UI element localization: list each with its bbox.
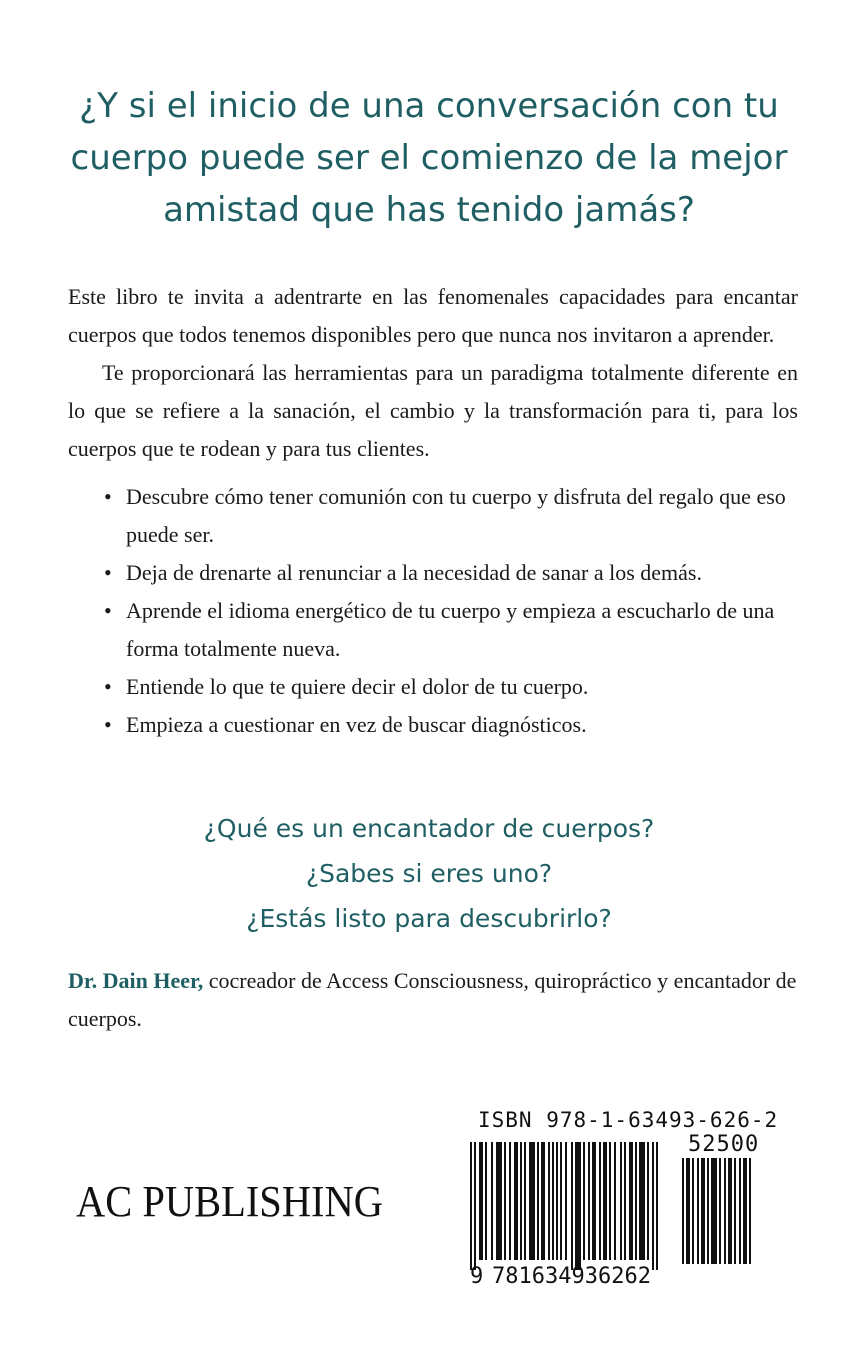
barcode-bar — [571, 1142, 573, 1270]
barcode-bar — [514, 1142, 518, 1260]
barcode-digits — [470, 1264, 651, 1289]
barcode-bar — [724, 1158, 726, 1264]
bullet-icon: • — [104, 560, 112, 585]
question-3: ¿Estás listo para descubrirlo? — [246, 904, 612, 933]
barcode-bar — [485, 1142, 487, 1260]
bullet-icon: • — [104, 598, 112, 623]
barcode-bar — [749, 1158, 751, 1264]
barcode-bar — [620, 1142, 622, 1260]
barcode-bar — [491, 1142, 493, 1260]
bullet-icon: • — [104, 484, 112, 509]
list-item — [68, 592, 798, 668]
barcode-bar — [686, 1158, 690, 1264]
barcode-bar — [588, 1142, 590, 1260]
barcode-bar — [629, 1142, 633, 1260]
publisher-logo: AC PUBLISHING — [76, 1177, 384, 1226]
question-2: ¿Sabes si eres uno? — [305, 859, 553, 888]
headline-line-1: ¿Y si el inicio de una conversación con tu — [79, 86, 779, 126]
author-description: cocreador de Access Consciousness, quiropráctico y encantador de cuerpos. — [68, 968, 797, 1031]
barcode-bar — [639, 1142, 645, 1260]
barcode-bar — [728, 1158, 732, 1264]
barcode-bar — [548, 1142, 550, 1260]
barcode-bar — [592, 1142, 596, 1260]
barcode-bar — [520, 1142, 522, 1260]
list-item — [68, 554, 798, 592]
barcode-bar — [614, 1142, 616, 1260]
barcode-bar — [652, 1142, 654, 1270]
barcode-bar — [697, 1158, 699, 1264]
barcode-bar — [575, 1142, 581, 1270]
barcode-addon-number: 52500 — [688, 1132, 760, 1157]
barcode-bar — [560, 1142, 562, 1260]
barcode-bar — [474, 1142, 476, 1270]
author-bio — [68, 962, 798, 1038]
barcode-bar — [529, 1142, 535, 1260]
barcode-bar — [739, 1158, 741, 1264]
bullet-icon: • — [104, 712, 112, 737]
barcode-bar — [743, 1158, 747, 1264]
barcode-bar — [609, 1142, 611, 1260]
barcode-bar — [707, 1158, 709, 1264]
barcode-addon-bars — [682, 1158, 784, 1264]
barcode-lead-digit: 9 — [470, 1264, 484, 1289]
description-paragraph-1: Este libro te invita a adentrarte en las fenomenales capacidades para encantar cuerpos que todos tenemos disponibles pero que nunca nos invitaron a aprender. — [68, 284, 798, 347]
list-item — [68, 478, 798, 554]
headline — [30, 80, 828, 236]
barcode-bar — [552, 1142, 554, 1260]
barcode-bar — [565, 1142, 567, 1260]
barcode-bar — [541, 1142, 545, 1260]
benefit-text: Deja de drenarte al renunciar a la necesidad de sanar a los demás. — [126, 560, 702, 585]
closing-questions — [30, 806, 828, 941]
barcode-bar — [701, 1158, 705, 1264]
headline-line-3: amistad que has tenido jamás? — [163, 190, 695, 230]
barcode-bar — [479, 1142, 483, 1260]
barcode-bar — [470, 1142, 472, 1270]
barcode-bar — [692, 1158, 694, 1264]
barcode-bar — [624, 1142, 626, 1260]
benefit-text: Aprende el idioma energético de tu cuerpo y empieza a escucharlo de una forma totalmente nueva. — [126, 598, 775, 661]
barcode-bar — [504, 1142, 506, 1260]
author-name: Dr. Dain Heer, — [68, 968, 204, 993]
barcode-bar — [537, 1142, 539, 1260]
isbn-label: ISBN 978-1-63493-626-2 — [478, 1108, 779, 1132]
book-description — [68, 278, 798, 744]
barcode-bar — [719, 1158, 721, 1264]
barcode-bar — [647, 1142, 649, 1260]
barcode-bar — [635, 1142, 637, 1260]
barcode-bar — [556, 1142, 558, 1260]
benefit-text: Empieza a cuestionar en vez de buscar diagnósticos. — [126, 712, 587, 737]
barcode-bar — [496, 1142, 502, 1260]
benefits-list — [68, 478, 798, 744]
barcode-main-bars — [470, 1142, 670, 1270]
question-1: ¿Qué es un encantador de cuerpos? — [203, 814, 655, 843]
barcode-bar — [583, 1142, 585, 1260]
bullet-icon: • — [104, 674, 112, 699]
barcode-bar — [734, 1158, 736, 1264]
list-item — [68, 706, 798, 744]
barcode-bar — [656, 1142, 658, 1270]
barcode-bar — [524, 1142, 526, 1260]
list-item — [68, 668, 798, 706]
barcode-bar — [682, 1158, 684, 1264]
barcode-bar — [599, 1142, 601, 1260]
benefit-text: Descubre cómo tener comunión con tu cuerpo y disfruta del regalo que eso puede ser. — [126, 484, 786, 547]
isbn-barcode — [470, 1108, 786, 1294]
description-paragraph-2: Te proporcionará las herramientas para un paradigma totalmente diferente en lo que se refiere a la sanación, el cambio y la transformación para ti, para los cuerpos que te rodean y para tus clientes. — [68, 360, 798, 461]
benefit-text: Entiende lo que te quiere decir el dolor de tu cuerpo. — [126, 674, 589, 699]
headline-line-2: cuerpo puede ser el comienzo de la mejor — [70, 138, 788, 178]
barcode-bar — [711, 1158, 717, 1264]
barcode-bar — [509, 1142, 511, 1260]
barcode-bar — [603, 1142, 607, 1260]
barcode-number: 781634936262 — [492, 1264, 651, 1289]
